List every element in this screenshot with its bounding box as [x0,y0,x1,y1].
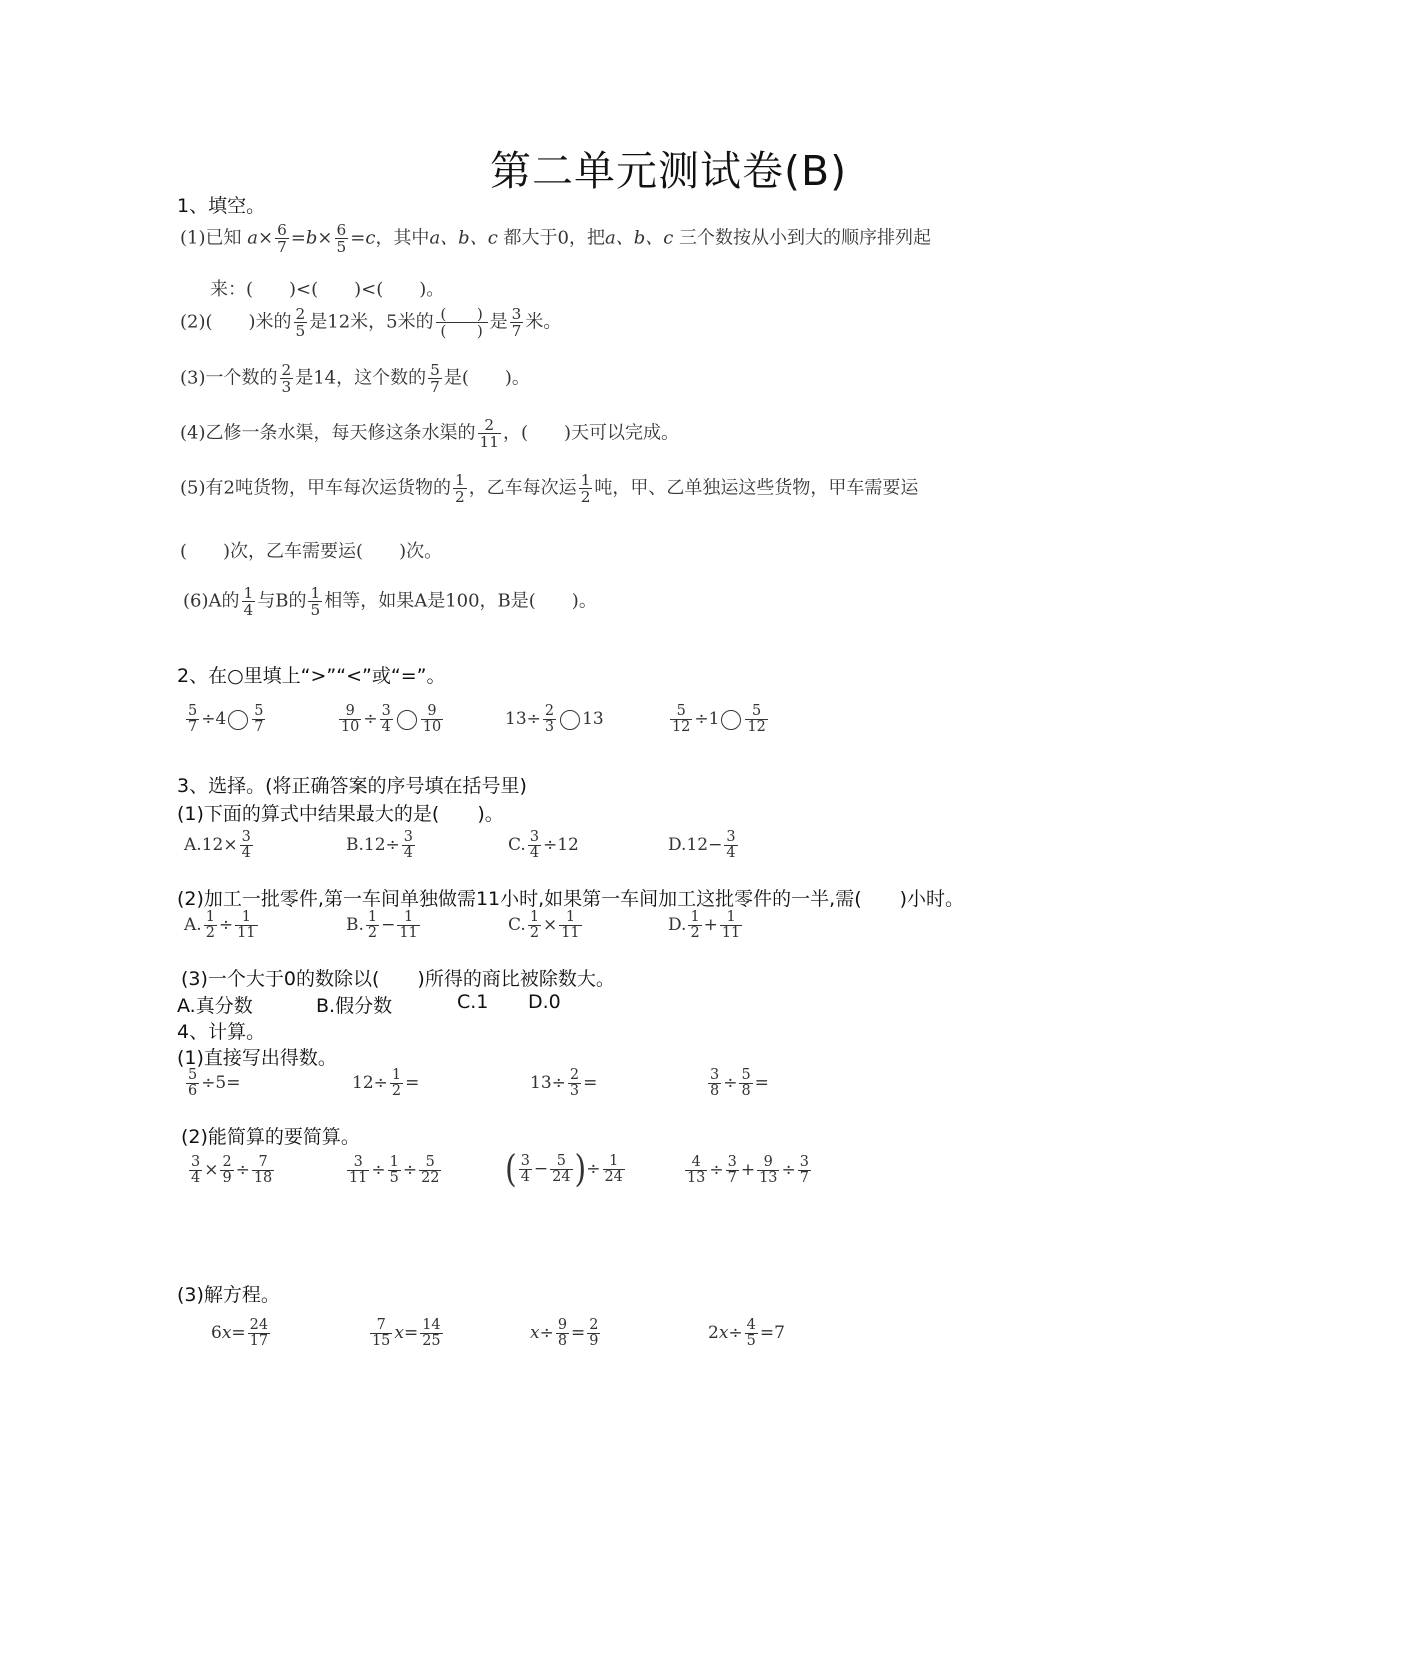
s4-p3-eq-4: 2x÷ $\frac{4}{5}$ =7 [708,1317,785,1350]
s4-p2-expr-3: ( $\frac{3}{4}$ − $\frac{5}{24}$ )÷ $\frac{1}{24}$ [505,1147,623,1192]
compare-circle[interactable] [721,710,741,730]
s1-q5-line2: ( )次，乙车需要运( )次。 [180,541,443,562]
s3-q1-option-c: C. $\frac{3}{4}$ ÷12 [508,829,579,862]
s2-expr-4: $\frac{5}{12}$ ÷1 $\frac{5}{12}$ [672,703,766,736]
s4-p3-eq-1: 6x= $\frac{24}{17}$ [211,1317,269,1350]
s3-q2-option-d: D. $\frac{1}{2}$ + $\frac{1}{11}$ [668,909,741,942]
s3-q1: (1)下面的算式中结果最大的是( )。 [177,803,504,825]
s4-p3-eq-2: $\frac{7}{15}$ x= $\frac{14}{25}$ [372,1317,441,1350]
s4-p3: (3)解方程。 [177,1284,280,1306]
s2-expr-1: $\frac{5}{7}$ ÷4 $\frac{5}{7}$ [188,703,264,736]
s4-p1-expr-2: 12÷ $\frac{1}{2}$ = [352,1067,420,1100]
s3-q1-option-b: B.12÷ $\frac{3}{4}$ [346,829,413,862]
s3-q1-option-d: D.12− $\frac{3}{4}$ [668,829,736,862]
s4-p2: (2)能简算的要简算。 [181,1126,360,1148]
s3-q2-option-c: C. $\frac{1}{2}$ × $\frac{1}{11}$ [508,909,580,942]
compare-circle[interactable] [228,710,248,730]
s4-p2-expr-1: $\frac{3}{4}$ × $\frac{2}{9}$ ÷ $\frac{7}{18}$ [191,1154,273,1187]
s3-q1-option-a: A.12× $\frac{3}{4}$ [184,829,251,862]
s3-q3: (3)一个大于0的数除以( )所得的商比被除数大。 [181,968,615,990]
s4-p1-expr-1: $\frac{5}{6}$ ÷5= [188,1067,241,1100]
section-4-heading: 4、计算。 [177,1021,266,1043]
compare-circle[interactable] [560,710,580,730]
compare-circle[interactable] [397,710,417,730]
s4-p2-expr-2: $\frac{3}{11}$ ÷ $\frac{1}{5}$ ÷ $\frac{5}{22}$ [349,1154,440,1187]
s1-q1-line2: 来：( )<( )<( )。 [210,279,445,300]
s4-p1: (1)直接写出得数。 [177,1047,337,1069]
s3-q2-option-b: B. $\frac{1}{2}$ − $\frac{1}{11}$ [346,909,418,942]
s3-q2: (2)加工一批零件,第一车间单独做需11小时,如果第一车间加工这批零件的一半,需( )小时。 [177,888,965,910]
s3-q3-option-d: D.0 [528,991,561,1013]
s1-q4: (4)乙修一条水渠，每天修这条水渠的 $\frac{2}{11}$ ，( )天可以完成。 [180,416,680,452]
section-1-heading: 1、填空。 [177,195,266,217]
s4-p3-eq-3: x÷ $\frac{9}{8}$ = $\frac{2}{9}$ [530,1317,599,1350]
s1-q3: (3)一个数的 $\frac{2}{3}$ 是14，这个数的 $\frac{5}{7}$ 是( )。 [180,361,530,397]
s3-q3-option-a: A.真分数 [177,995,253,1017]
s4-p1-expr-4: $\frac{3}{8}$ ÷ $\frac{5}{8}$ = [710,1067,769,1100]
s3-q2-option-a: A. $\frac{1}{2}$ ÷ $\frac{1}{11}$ [184,909,256,942]
s2-expr-2: $\frac{9}{10}$ ÷ $\frac{3}{4}$ $\frac{9}{10}$ [341,703,442,736]
section-3-heading: 3、选择。(将正确答案的序号填在括号里) [177,775,527,797]
s1-q6: (6)A的 $\frac{1}{4}$ 与B的 $\frac{1}{5}$ 相等，如果A是100，B是( )。 [183,584,597,620]
s2-expr-3: 13÷ $\frac{2}{3}$ 13 [505,703,604,736]
s4-p2-expr-4: $\frac{4}{13}$ ÷ $\frac{3}{7}$ + $\frac{9}{13}$ ÷ $\frac{3}{7}$ [687,1154,809,1187]
s1-q5-line1: (5)有2吨货物，甲车每次运货物的 $\frac{1}{2}$ ，乙车每次运 $\frac{1}{2}$ 吨，甲、乙单独运这些货物，甲车需要运 [180,471,919,507]
s1-q2: (2)( )米的 $\frac{2}{5}$ 是12米，5米的 ( ) ( ) 是 $\frac{3}{7}$ 米。 [180,305,562,341]
s3-q3-option-b: B.假分数 [316,995,393,1017]
page-title: 第二单元测试卷(B) [490,147,848,195]
s1-q1-line1: (1)已知 a× $\frac{6}{7}$ =b× $\frac{6}{5}$ =c，其中a、b、c 都大于0，把a、b、c 三个数按从小到大的顺序排列起 [180,221,932,257]
section-2-heading: 2、在○里填上“>”“<”或“=”。 [177,665,446,687]
s3-q3-option-c: C.1 [457,991,489,1013]
s4-p1-expr-3: 13÷ $\frac{2}{3}$ = [530,1067,598,1100]
